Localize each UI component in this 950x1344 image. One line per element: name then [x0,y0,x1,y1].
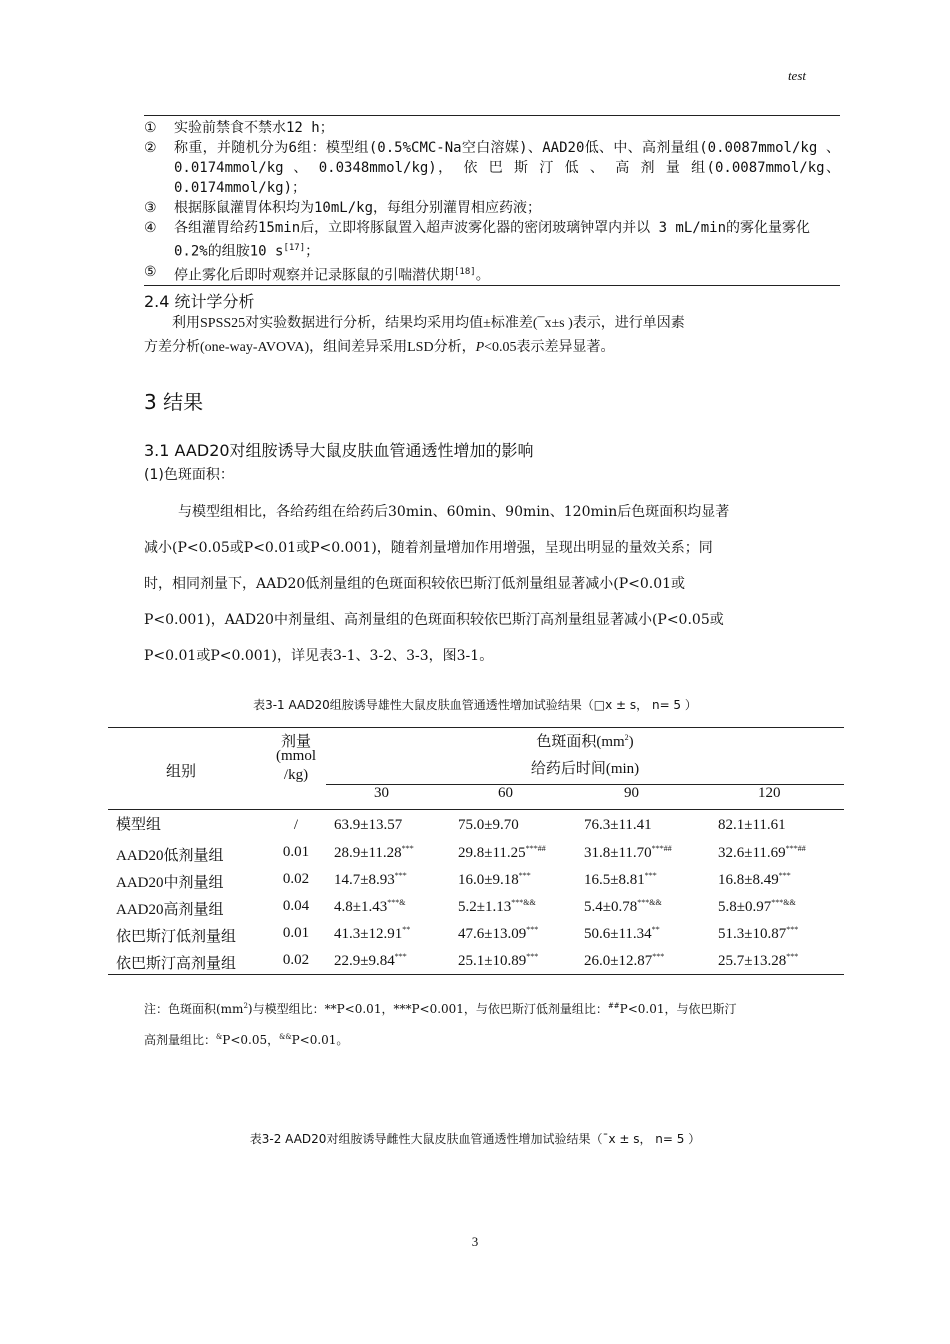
row-group: 模型组 [116,817,162,833]
results-line: 减小(P<0.05或P<0.01或P<0.001)，随着剂量增加作用增强，呈现出明显的量效关系；同 [144,540,713,556]
row-value: 25.1±10.89*** [458,952,539,969]
row-group: AAD20中剂量组 [116,875,224,891]
row-group: AAD20高剂量组 [116,902,224,918]
step-text: 各组灌胃给药15min后，立即将豚鼠置入超声波雾化器的密闭玻璃钟罩内并以 3 mL/min的雾化量雾化0.2%的组胺10 s [174,220,810,260]
page-header: test [787,68,806,83]
row-value: 41.3±12.91** [334,925,411,942]
step-text: 停止雾化后即时观察并记录豚鼠的引喘潜伏期 [174,267,454,284]
row-value: 4.8±1.43***& [334,898,406,915]
section-3-heading: 3 结果 [144,390,204,414]
results-line: 与模型组相比，各给药组在给药后30min、60min、90min、120min后色斑面积均显著 [178,504,730,520]
results-line: P<0.01或P<0.001)，详见表3-1、3-2、3-3，图3-1。 [144,648,494,664]
row-dose: 0.02 [282,952,310,968]
section-2-4-paragraph [144,312,834,360]
table-3-1-note [144,992,824,1054]
header-group: 组别 [166,764,197,780]
row-value: 26.0±12.87*** [584,952,665,969]
header-dose-1: 剂量 [280,734,311,750]
stats-line-1: 利用SPSS25对实验数据进行分析，结果均采用均值±标准差(¯x±s )表示，进行单因素 [172,316,685,331]
row-group: 依巴斯汀高剂量组 [116,956,237,972]
table-header-rule [108,809,844,810]
procedure-step: ④ 各组灌胃给药15min后，立即将豚鼠置入超声波雾化器的密闭玻璃钟罩内并以 3 mL/min的雾化量雾化0.2%的组胺10 s[17]； [144,220,810,260]
row-value: 5.2±1.13***&& [458,898,536,915]
row-value: 50.6±11.34** [584,925,660,942]
step-text: 实验前禁食不禁水12 h； [174,120,334,136]
row-value: 5.8±0.97***&& [718,898,796,915]
table-3-1-caption: 表3-1 AAD20组胺诱导雄性大鼠皮肤血管通透性增加试验结果（□x ± s， n= 5 ） [253,698,697,712]
row-value: 51.3±10.87*** [718,925,799,942]
steps-top-rule [144,115,840,116]
procedure-steps [144,118,840,285]
row-dose: 0.01 [282,925,310,941]
step-number: ③ [144,200,157,216]
results-line: P<0.001)，AAD20中剂量组、高剂量组的色斑面积较依巴斯汀高剂量组显著减小(P<0.05或 [144,612,724,628]
row-dose: 0.01 [282,844,310,860]
row-value: 25.7±13.28*** [718,952,799,969]
row-value: 22.9±9.84*** [334,952,407,969]
section-3-1-heading: 3.1 AAD20对组胺诱导大鼠皮肤血管通透性增加的影响 [144,441,534,460]
header-time: 给药后时间(min) [530,761,640,777]
header-time-col: 120 [758,785,781,801]
step-text: 根据豚鼠灌胃体积均为10mL/kg，每组分别灌胃相应药液； [174,200,541,216]
row-value: 31.8±11.70***## [584,844,672,861]
row-dose: / [293,817,299,833]
results-line: 时，相同剂量下，AAD20低剂量组的色斑面积较依巴斯汀低剂量组显著减小(P<0.01或 [144,576,686,592]
row-value: 47.6±13.09*** [458,925,539,942]
row-value: 76.3±11.41 [584,817,652,833]
row-dose: 0.02 [282,871,310,887]
procedure-step: ⑤ 停止雾化后即时观察并记录豚鼠的引喘潜伏期[18]。 [144,263,490,284]
table-3-1 [108,727,844,975]
results-paragraph [144,494,810,674]
steps-bottom-rule [144,285,840,286]
row-dose: 0.04 [282,898,310,914]
header-time-col: 60 [498,785,513,801]
note-line-2: 高剂量组比：&P<0.05，&&P<0.01。 [144,1033,349,1047]
row-value: 82.1±11.61 [718,817,786,833]
citation-ref: [17] [283,243,306,253]
row-value: 29.8±11.25***## [458,844,546,861]
row-value: 5.4±0.78***&& [584,898,662,915]
header-spot-area: 色斑面积$(mm^2)$ [536,733,634,750]
page-number: 3 [471,1234,479,1249]
table-3-2-caption: 表3-2 AAD20对组胺诱导雌性大鼠皮肤血管通透性增加试验结果（¯x ± s， n= 5 ） [249,1132,701,1146]
header-time-col: 30 [374,785,389,801]
procedure-step [144,138,840,198]
header-time-col: 90 [624,785,639,801]
table-bottom-rule [108,974,844,975]
step-number: ② [144,140,157,156]
row-value: 75.0±9.70 [458,817,519,833]
row-value: 16.8±8.49*** [718,871,791,888]
row-value: 16.5±8.81*** [584,871,657,888]
step-number: ⑤ [144,263,157,280]
row-value: 63.9±13.57 [334,817,403,833]
row-value: 32.6±11.69***## [718,844,806,861]
procedure-step [144,118,840,138]
procedure-step [144,198,840,218]
step-text: 称重，并随机分为6组：模型组(0.5%CMC-Na空白溶媒)、AAD20低、中、高剂量组(0.0087mmol/kg 、 0.0174mmol/kg 、 0.0348mmol/kg)， 依 巴 斯 汀 低 、 高 剂 量 组(0.0087mmol/kg、0.0174mmol/kg)； [174,140,840,196]
table-top-rule [108,727,844,728]
header-dose-2: (mmol [276,748,316,764]
row-group: AAD20低剂量组 [116,848,224,864]
row-value: 28.9±11.28*** [334,844,414,861]
section-3-1-subheading: (1)色斑面积： [144,467,234,483]
section-2-4-heading: 2.4 统计学分析 [144,292,255,311]
row-value: 14.7±8.93*** [334,871,407,888]
step-number: ① [144,120,157,136]
citation-ref: [18] [454,266,476,277]
row-group: 依巴斯汀低剂量组 [116,929,237,945]
row-value: 16.0±9.18*** [458,871,531,888]
header-dose-3: /kg) [283,767,309,783]
stats-line-2: 方差分析(one-way-AVOVA)，组间差异采用LSD分析，P<0.05表示差异显著。 [144,340,615,355]
note-line-1: 注：色斑面积$(mm^2)$与模型组比：**P<0.01，***P<0.001，与依巴斯汀低剂量组比：##P<0.01，与依巴斯汀 [144,1002,737,1016]
step-number: ④ [144,220,157,236]
